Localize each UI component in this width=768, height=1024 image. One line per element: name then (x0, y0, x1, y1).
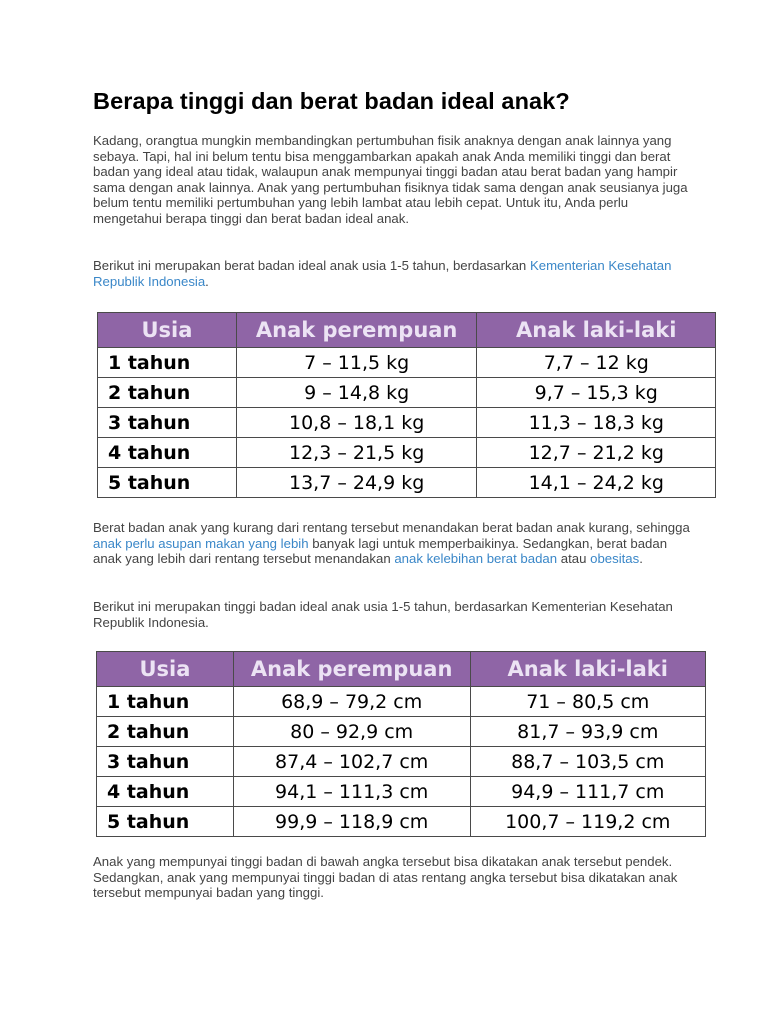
article-title: Berapa tinggi dan berat badan ideal anak? (93, 88, 570, 114)
table-row (98, 468, 716, 498)
age-cell: 5 tahun (98, 468, 237, 498)
boys-cell: 12,7 – 21,2 kg (477, 438, 716, 468)
girls-cell: 94,1 – 111,3 cm (233, 777, 470, 807)
header-girls: Anak perempuan (233, 652, 470, 687)
boys-cell: 94,9 – 111,7 cm (470, 777, 706, 807)
boys-cell: 11,3 – 18,3 kg (477, 408, 716, 438)
table-row (97, 747, 706, 777)
kemenkes-link[interactable]: Kementerian Kesehatan Republik Indonesia (93, 258, 672, 289)
table-row (98, 408, 716, 438)
girls-cell: 9 – 14,8 kg (236, 378, 477, 408)
obesitas-link[interactable]: obesitas (590, 551, 640, 567)
boys-cell: 100,7 – 119,2 cm (470, 807, 706, 837)
girls-cell: 10,8 – 18,1 kg (236, 408, 477, 438)
boys-cell: 88,7 – 103,5 cm (470, 747, 706, 777)
weight-note-text: atau (557, 551, 591, 567)
table-row (97, 687, 706, 717)
age-cell: 2 tahun (98, 378, 237, 408)
height-note-paragraph: Anak yang mempunyai tinggi badan di bawah angka tersebut bisa dikatakan anak tersebut pendek. Sedangkan, anak yang mempunyai tinggi badan di atas rentang angka tersebut bisa dikatakan anak tersebut mempunyai badan yang tinggi. (93, 854, 678, 901)
period: . (205, 273, 209, 289)
weight-note-text: Berat badan anak yang kurang dari rentang tersebut menandakan berat badan anak kurang, sehingga (93, 520, 690, 535)
girls-cell: 12,3 – 21,5 kg (236, 438, 477, 468)
age-cell: 2 tahun (97, 717, 234, 747)
boys-cell: 9,7 – 15,3 kg (477, 378, 716, 408)
weight-table (97, 312, 716, 498)
boys-cell: 7,7 – 12 kg (477, 348, 716, 378)
girls-cell: 68,9 – 79,2 cm (233, 687, 470, 717)
table-row (98, 378, 716, 408)
age-cell: 4 tahun (98, 438, 237, 468)
age-cell: 3 tahun (98, 408, 237, 438)
age-cell: 1 tahun (97, 687, 234, 717)
header-boys: Anak laki-laki (477, 313, 716, 348)
boys-cell: 71 – 80,5 cm (470, 687, 706, 717)
girls-cell: 80 – 92,9 cm (233, 717, 470, 747)
header-age: Usia (98, 313, 237, 348)
girls-cell: 87,4 – 102,7 cm (233, 747, 470, 777)
header-boys: Anak laki-laki (470, 652, 706, 687)
girls-cell: 7 – 11,5 kg (236, 348, 477, 378)
table-row (98, 438, 716, 468)
kelebihan-berat-link[interactable]: anak kelebihan berat badan (394, 551, 558, 567)
period: . (639, 551, 643, 567)
boys-cell: 14,1 – 24,2 kg (477, 468, 716, 498)
weight-note-paragraph (93, 520, 693, 567)
weight-intro-text: Berikut ini merupakan berat badan ideal anak usia 1-5 tahun, berdasarkan (93, 258, 530, 273)
header-girls: Anak perempuan (236, 313, 477, 348)
table-row (98, 348, 716, 378)
girls-cell: 13,7 – 24,9 kg (236, 468, 477, 498)
table-row (97, 777, 706, 807)
age-cell: 1 tahun (98, 348, 237, 378)
table-row (97, 807, 706, 837)
girls-cell: 99,9 – 118,9 cm (233, 807, 470, 837)
age-cell: 3 tahun (97, 747, 234, 777)
boys-cell: 81,7 – 93,9 cm (470, 717, 706, 747)
height-intro-paragraph: Berikut ini merupakan tinggi badan ideal anak usia 1-5 tahun, berdasarkan Kementerian Kesehatan Republik Indonesia. (93, 599, 673, 630)
age-cell: 4 tahun (97, 777, 234, 807)
asupan-makan-link[interactable]: anak perlu asupan makan yang lebih (93, 535, 309, 551)
table-row (97, 717, 706, 747)
weight-note-text: banyak lagi untuk memperbaikinya. Sedangkan, berat badan anak yang lebih dari rentang tersebut menandakan (93, 535, 668, 567)
weight-intro-paragraph (93, 258, 693, 289)
age-cell: 5 tahun (97, 807, 234, 837)
table-header-row (97, 652, 706, 687)
table-header-row (98, 313, 716, 348)
intro-paragraph: Kadang, orangtua mungkin membandingkan pertumbuhan fisik anaknya dengan anak lainnya yang sebaya. Tapi, hal ini belum tentu bisa menggambarkan apakah anak Anda memiliki tinggi dan berat badan yang ideal atau tidak, walaupun anak mempunyai tinggi badan atau berat badan yang hampir sama dengan anak lainnya. Anak yang pertumbuhan fisiknya tidak sama dengan anak seusianya juga belum tentu memiliki pertumbuhan yang lebih lambat atau lebih cepat. Untuk itu, Anda perlu mengetahui berapa tinggi dan berat badan ideal anak. (93, 133, 688, 226)
height-table (96, 651, 706, 837)
header-age: Usia (97, 652, 234, 687)
